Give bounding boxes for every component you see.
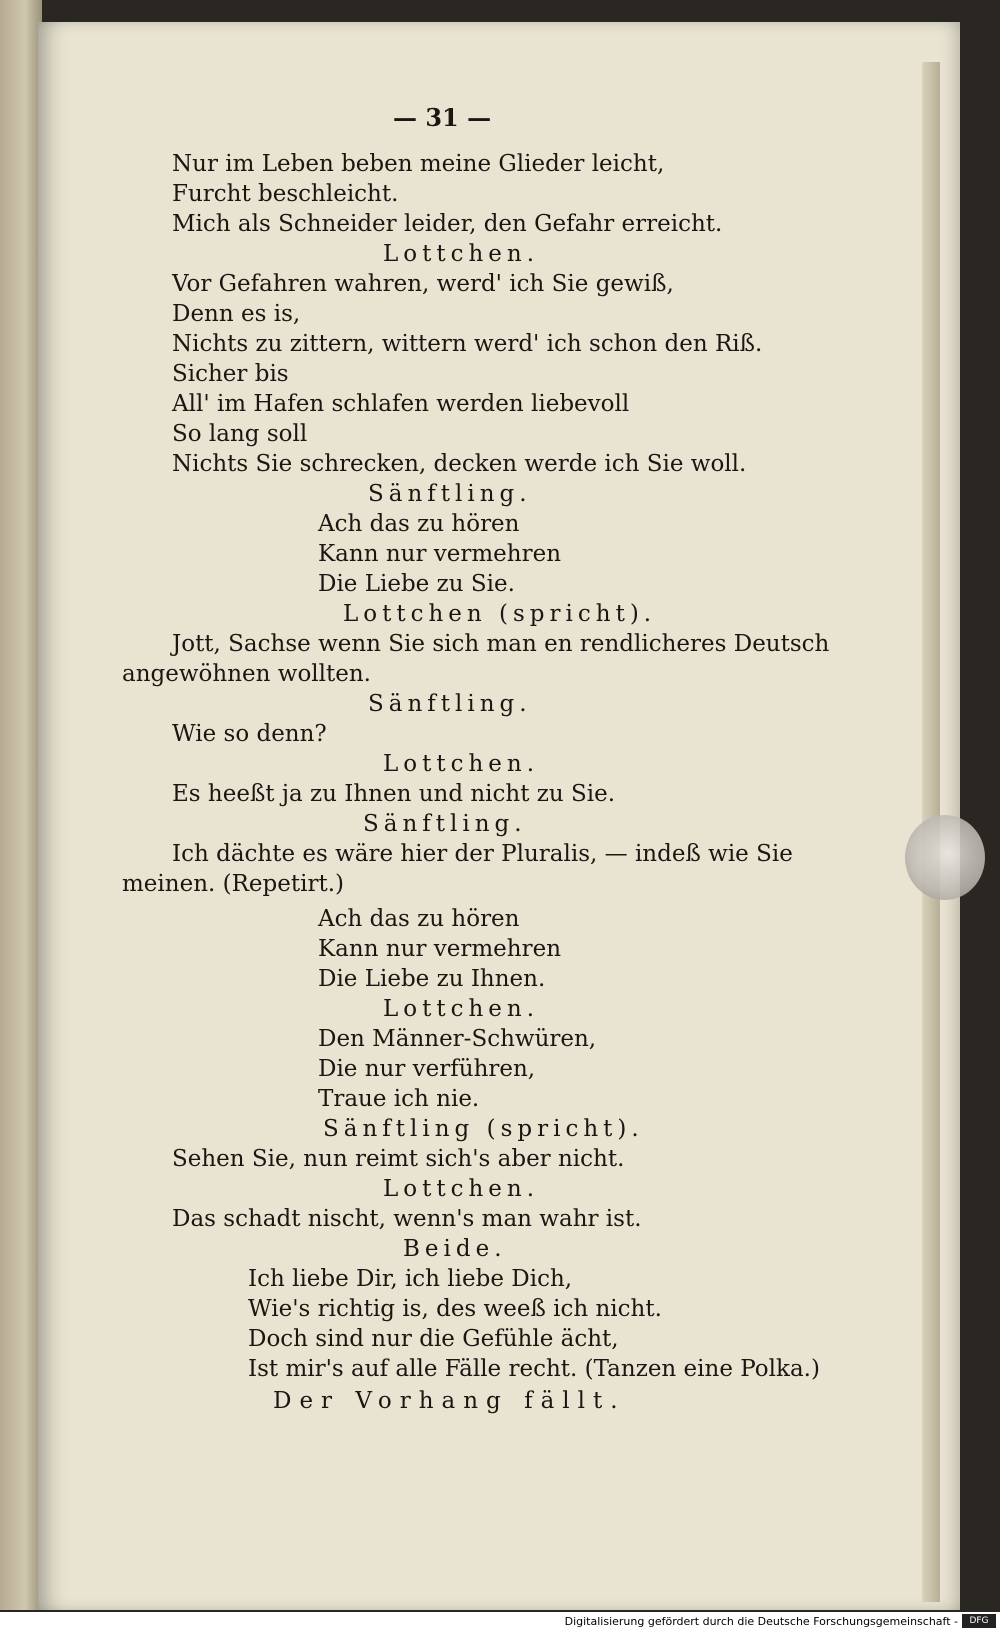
text-line: Mich als Schneider leider, den Gefahr erreicht. [172,211,723,237]
text-line: So lang soll [172,421,308,447]
dfg-logo: DFG [962,1614,996,1628]
speaker-name: Lottchen (spricht). [343,601,657,627]
footer-credit: Digitalisierung gefördert durch die Deutsche Forschungsgemeinschaft - [564,1615,958,1628]
text-line: Nur im Leben beben meine Glieder leicht, [172,151,665,177]
text-line: Vor Gefahren wahren, werd' ich Sie gewiß, [172,271,674,297]
speaker-name: Beide. [403,1236,507,1262]
text-line: Furcht beschleicht. [172,181,399,207]
text-line: Sehen Sie, nun reimt sich's aber nicht. [172,1146,625,1172]
text-line: Ist mir's auf alle Fälle recht. (Tanzen eine Polka.) [248,1356,820,1382]
text-line: Den Männer-Schwüren, [318,1026,597,1052]
text-line: Wie so denn? [172,721,327,747]
text-line: Ich liebe Dir, ich liebe Dich, [248,1266,573,1292]
speaker-name: Lottchen. [383,241,540,267]
text-line: meinen. (Repetirt.) [122,871,344,897]
text-line: Wie's richtig is, des weeß ich nicht. [248,1296,662,1322]
text-line: Sicher bis [172,361,289,387]
text-line: Jott, Sachse wenn Sie sich man en rendlicheres Deutsch [172,631,830,657]
text-line: Nichts zu zittern, wittern werd' ich schon den Riß. [172,331,763,357]
speaker-name: Lottchen. [383,1176,540,1202]
speaker-name: Lottchen. [383,751,540,777]
stage-direction: Der Vorhang fällt. [273,1388,626,1414]
text-line: Es heeßt ja zu Ihnen und nicht zu Sie. [172,781,616,807]
speaker-name: Sänftling. [368,481,532,507]
text-line: Kann nur vermehren [318,936,562,962]
text-line: Ach das zu hören [318,511,520,537]
page-number: — 31 — [393,103,492,132]
scanner-thumb [905,815,985,900]
speaker-name: Sänftling. [368,691,532,717]
speaker-name: Sänftling (spricht). [323,1116,644,1142]
text-line: Nichts Sie schrecken, decken werde ich Sie woll. [172,451,747,477]
text-line: Doch sind nur die Gefühle ächt, [248,1326,619,1352]
text-line: Die Liebe zu Sie. [318,571,515,597]
text-line: All' im Hafen schlafen werden liebevoll [172,391,630,417]
speaker-name: Lottchen. [383,996,540,1022]
text-line: Traue ich nie. [318,1086,480,1112]
text-line: Die Liebe zu Ihnen. [318,966,546,992]
text-line: Das schadt nischt, wenn's man wahr ist. [172,1206,642,1232]
text-line: Ich dächte es wäre hier der Pluralis, — indeß wie Sie [172,841,793,867]
text-line: Die nur verführen, [318,1056,536,1082]
speaker-name: Sänftling. [363,811,527,837]
text-line: angewöhnen wollten. [122,661,371,687]
text-line: Ach das zu hören [318,906,520,932]
footer-bar [0,1612,1000,1631]
text-line: Kann nur vermehren [318,541,562,567]
text-line: Denn es is, [172,301,301,327]
